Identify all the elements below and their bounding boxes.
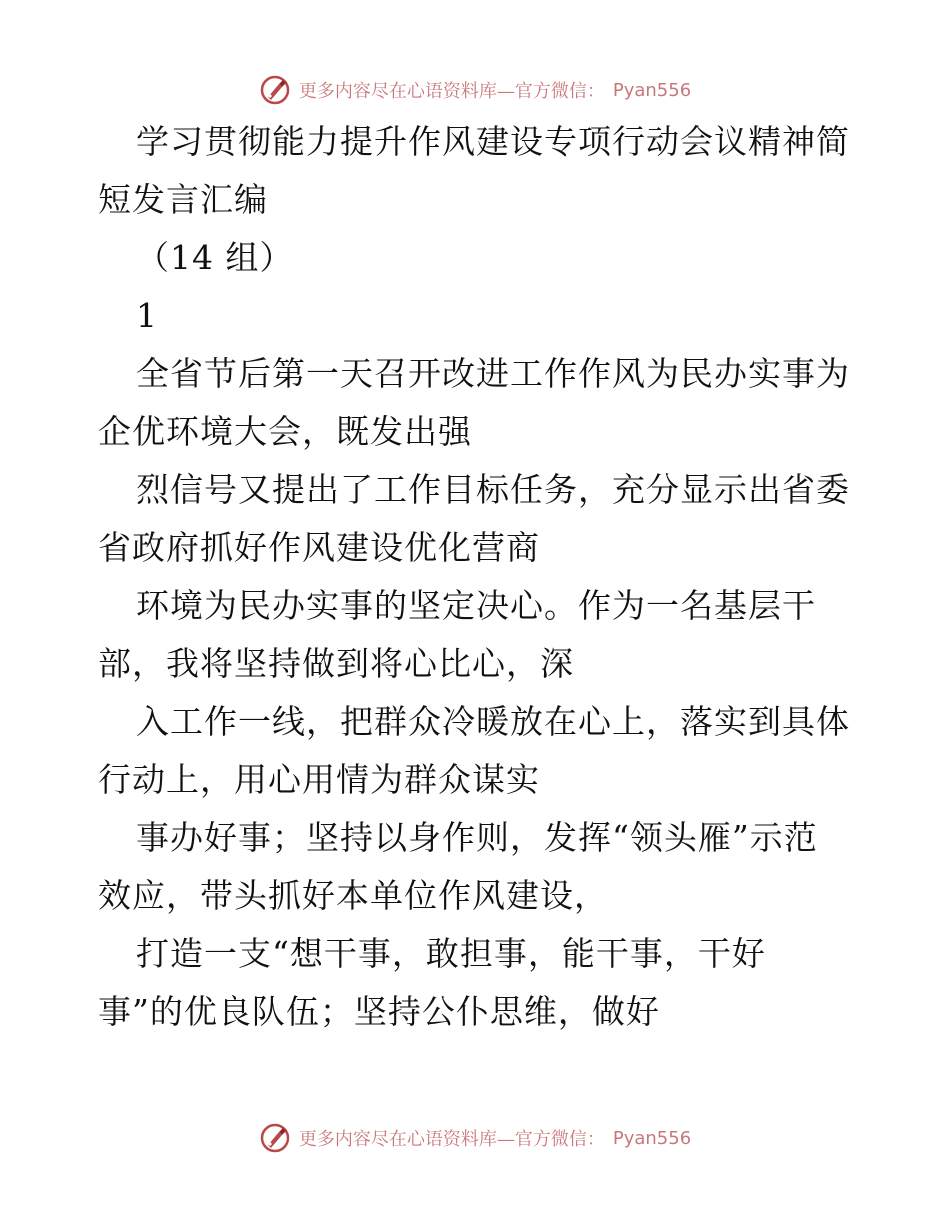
text-line: 效应，带头抓好本单位作风建设， (98, 876, 608, 915)
watermark-contact: Pyan556 (612, 79, 692, 101)
text-line: 环境为民办实事的坚定决心。作为一名基层干 (136, 586, 816, 625)
footer-watermark (0, 1118, 950, 1158)
watermark-text: 更多内容尽在心语资料库—官方微信： (298, 1129, 605, 1150)
watermark-contact: Pyan556 (612, 1127, 692, 1149)
text-line: 企优环境大会，既发出强 (98, 412, 472, 451)
text-line: 入工作一线，把群众冷暖放在心上，落实到具体 (136, 702, 850, 741)
text-line: （14 组） (136, 238, 294, 277)
text-line: 学习贯彻能力提升作风建设专项行动会议精神简 (136, 122, 850, 161)
text-line: 省政府抓好作风建设优化营商 (98, 528, 540, 567)
section-number: 1 (136, 296, 158, 335)
text-line: 全省节后第一天召开改进工作作风为民办实事为 (136, 354, 850, 393)
pen-logo-icon (259, 74, 291, 106)
text-line: 部，我将坚持做到将心比心，深 (98, 644, 574, 683)
watermark-text: 更多内容尽在心语资料库—官方微信： (298, 81, 605, 102)
pen-logo-icon (259, 1122, 291, 1154)
document-body (98, 113, 858, 1041)
text-line: 事”的优良队伍；坚持公仆思维，做好 (98, 992, 660, 1031)
header-watermark (0, 70, 950, 110)
text-line: 短发言汇编 (98, 180, 268, 219)
text-line: 行动上，用心用情为群众谋实 (98, 760, 540, 799)
text-line: 事办好事；坚持以身作则，发挥“领头雁”示范 (136, 818, 818, 857)
text-line: 打造一支“想干事，敢担事，能干事，干好 (136, 934, 766, 973)
text-line: 烈信号又提出了工作目标任务，充分显示出省委 (136, 470, 850, 509)
